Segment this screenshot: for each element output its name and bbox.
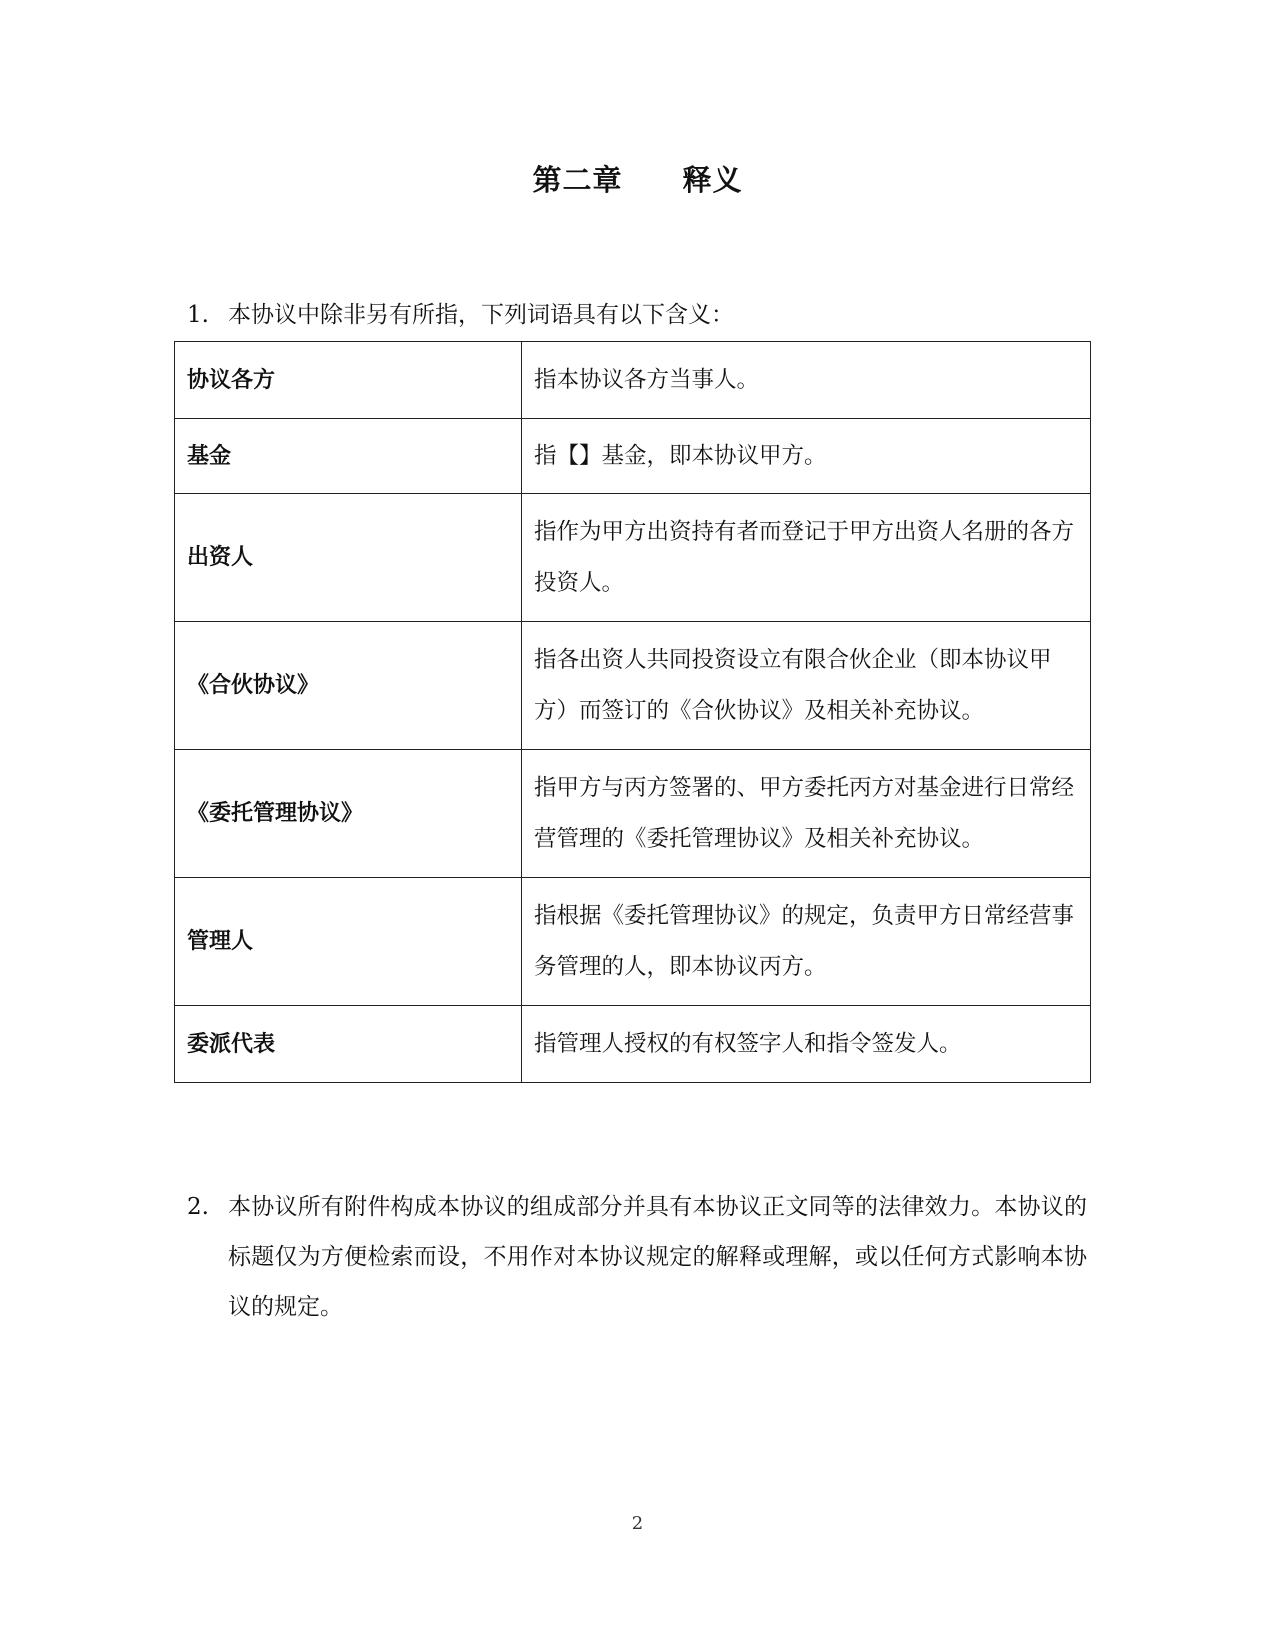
chapter-title: 第二章 释义 [532, 163, 743, 197]
definition-meaning: 指根据《委托管理协议》的规定，负责甲方日常经营事务管理的人，即本协议丙方。 [522, 878, 1091, 1006]
definitions-table [174, 341, 1091, 1083]
definition-term: 委派代表 [175, 1006, 522, 1083]
definition-term: 《合伙协议》 [175, 622, 522, 750]
clause-2 [187, 1182, 1087, 1332]
definition-meaning: 指【】基金，即本协议甲方。 [522, 419, 1091, 494]
definition-meaning: 指甲方与丙方签署的、甲方委托丙方对基金进行日常经营管理的《委托管理协议》及相关补充协议。 [522, 750, 1091, 878]
table-row [175, 494, 1091, 622]
definition-term: 管理人 [175, 878, 522, 1006]
clause-1 [187, 290, 1087, 340]
clause-text: 本协议中除非另有所指，下列词语具有以下含义： [228, 302, 734, 328]
definition-term: 出资人 [175, 494, 522, 622]
definition-term: 协议各方 [175, 342, 522, 419]
table-row [175, 622, 1091, 750]
table-row [175, 342, 1091, 419]
table-row [175, 750, 1091, 878]
table-row [175, 878, 1091, 1006]
table-row [175, 1006, 1091, 1083]
page-number: 2 [631, 1513, 644, 1534]
clause-number: 2. [187, 1194, 209, 1220]
clause-number: 1. [187, 302, 209, 328]
definition-meaning: 指各出资人共同投资设立有限合伙企业（即本协议甲方）而签订的《合伙协议》及相关补充协议。 [522, 622, 1091, 750]
table-row [175, 419, 1091, 494]
definition-meaning: 指管理人授权的有权签字人和指令签发人。 [522, 1006, 1091, 1083]
definition-term: 基金 [175, 419, 522, 494]
clause-text: 本协议所有附件构成本协议的组成部分并具有本协议正文同等的法律效力。本协议的标题仅为方便检索而设，不用作对本协议规定的解释或理解，或以任何方式影响本协议的规定。 [228, 1194, 1087, 1320]
definition-term: 《委托管理协议》 [175, 750, 522, 878]
definition-meaning: 指作为甲方出资持有者而登记于甲方出资人名册的各方投资人。 [522, 494, 1091, 622]
definition-meaning: 指本协议各方当事人。 [522, 342, 1091, 419]
